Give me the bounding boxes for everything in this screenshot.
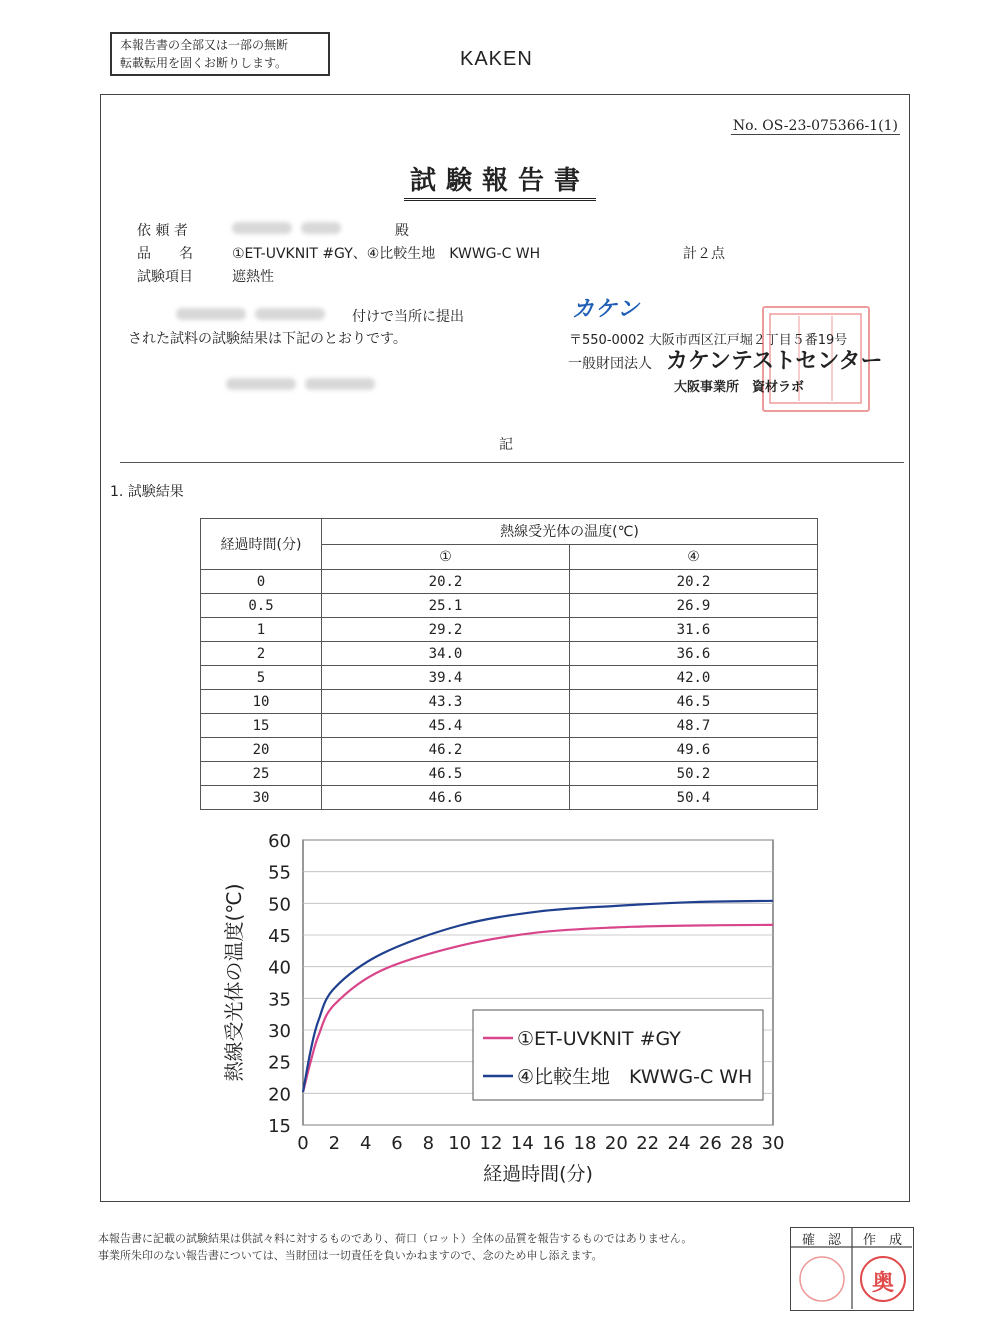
- footer-note: [98, 1230, 692, 1264]
- client-name-redacted: [232, 220, 341, 236]
- cell-time: 0: [201, 570, 322, 594]
- test-item-value: 遮熱性: [232, 269, 274, 285]
- cell-s1: 46.6: [322, 786, 570, 810]
- product-label: 品 名: [137, 246, 193, 262]
- y-tick-label: 55: [268, 862, 291, 884]
- y-tick-label: 15: [268, 1116, 291, 1137]
- cell-time: 25: [201, 762, 322, 786]
- table-row: [201, 666, 818, 690]
- y-tick-label: 20: [268, 1084, 291, 1106]
- creator-seal: 奥: [871, 1271, 894, 1296]
- x-tick-label: 18: [573, 1133, 597, 1154]
- results-table: [200, 518, 818, 810]
- cell-s1: 29.2: [322, 618, 570, 642]
- x-tick-label: 10: [448, 1133, 472, 1154]
- table-row: [201, 786, 818, 810]
- y-tick-label: 45: [268, 926, 291, 947]
- legend-label-1: ①ET-UVKNIT #GY: [517, 1028, 681, 1050]
- x-tick-label: 14: [510, 1133, 534, 1154]
- cell-s4: 50.2: [570, 762, 818, 786]
- create-label: 作 成: [862, 1233, 902, 1248]
- col-header-sample-1: ①: [322, 544, 570, 570]
- cell-s4: 42.0: [570, 666, 818, 690]
- table-row: [201, 690, 818, 714]
- col-header-temp: 熱線受光体の温度(℃): [322, 519, 818, 545]
- x-tick-label: 2: [328, 1133, 341, 1154]
- x-tick-label: 24: [667, 1133, 691, 1154]
- cell-s4: 46.5: [570, 690, 818, 714]
- client-label: 依 頼 者: [137, 223, 188, 239]
- section-divider: [120, 462, 904, 463]
- report-number: No. OS-23-075366-1(1): [732, 118, 898, 134]
- y-tick-label: 30: [268, 1021, 291, 1042]
- report-date-redacted: [226, 376, 375, 392]
- col-header-sample-4: ④: [570, 544, 818, 570]
- cell-s4: 50.4: [570, 786, 818, 810]
- cell-s1: 39.4: [322, 666, 570, 690]
- x-tick-label: 28: [730, 1133, 754, 1154]
- cell-s4: 31.6: [570, 618, 818, 642]
- cell-s4: 20.2: [570, 570, 818, 594]
- footer-note-line-2: 事業所朱印のない報告書については、当財団は一切責任を負いかねますので、念のため申し添えます。: [98, 1249, 603, 1262]
- x-tick-label: 4: [359, 1133, 372, 1154]
- cell-time: 1: [201, 618, 322, 642]
- cell-s1: 20.2: [322, 570, 570, 594]
- table-row: [201, 642, 818, 666]
- ki-mark: 記: [499, 437, 513, 453]
- x-tick-label: 20: [604, 1133, 628, 1154]
- submission-date-redacted: [176, 306, 325, 322]
- temperature-chart: [215, 825, 795, 1200]
- cell-s4: 26.9: [570, 594, 818, 618]
- x-tick-label: 6: [391, 1133, 403, 1154]
- y-tick-label: 60: [268, 831, 291, 852]
- cell-time: 20: [201, 738, 322, 762]
- cell-s1: 45.4: [322, 714, 570, 738]
- product-count: 計２点: [683, 246, 725, 262]
- issuer-office: 大阪事業所 資材ラボ: [674, 380, 805, 395]
- table-row: [201, 714, 818, 738]
- notice-line-1: 本報告書の全部又は一部の無断: [120, 38, 289, 52]
- cell-s4: 48.7: [570, 714, 818, 738]
- table-row: [201, 594, 818, 618]
- cell-time: 15: [201, 714, 322, 738]
- submission-line-1: 付けで当所に提出: [352, 309, 464, 325]
- cell-s4: 36.6: [570, 642, 818, 666]
- confirm-label: 確 認: [801, 1233, 841, 1248]
- issuer-org-type: 一般財団法人: [568, 356, 652, 372]
- product-value: ①ET-UVKNIT #GY、④比較生地 KWWG-C WH: [232, 246, 541, 262]
- y-tick-label: 25: [268, 1052, 291, 1074]
- x-axis-label: 経過時間(分): [483, 1163, 593, 1185]
- y-tick-label: 35: [268, 989, 291, 1011]
- cell-s1: 46.2: [322, 738, 570, 762]
- kaken-logo: カケン: [572, 297, 640, 322]
- table-row: [201, 570, 818, 594]
- y-tick-label: 40: [268, 957, 291, 979]
- report-title-text: 試験報告書: [404, 166, 596, 201]
- cell-s1: 43.3: [322, 690, 570, 714]
- cell-time: 5: [201, 666, 322, 690]
- table-row: [201, 738, 818, 762]
- section-title: 1. 試験結果: [110, 484, 184, 500]
- test-item-label: 試験項目: [137, 269, 193, 285]
- legend-label-2: ④比較生地 KWWG-C WH: [517, 1066, 753, 1088]
- client-suffix: 殿: [395, 223, 409, 239]
- cell-s4: 49.6: [570, 738, 818, 762]
- y-tick-label: 50: [268, 894, 291, 916]
- x-tick-label: 8: [422, 1133, 435, 1154]
- cell-time: 10: [201, 690, 322, 714]
- issuer-address: 〒550-0002 大阪市西区江戸堀２丁目５番19号: [569, 333, 848, 348]
- col-header-time: 経過時間(分): [201, 519, 322, 570]
- cell-time: 2: [201, 642, 322, 666]
- submission-line-2: された試料の試験結果は下記のとおりです。: [128, 331, 407, 347]
- x-tick-label: 26: [698, 1133, 722, 1154]
- issuer-org-name: カケンテストセンター: [666, 349, 883, 374]
- cell-s1: 25.1: [322, 594, 570, 618]
- table-row: [201, 762, 818, 786]
- x-tick-label: 16: [542, 1133, 566, 1154]
- brand-header: KAKEN: [460, 48, 533, 70]
- y-axis-label: 熱線受光体の温度(℃): [222, 883, 246, 1082]
- x-tick-label: 30: [761, 1133, 785, 1154]
- cell-time: 30: [201, 786, 322, 810]
- approval-box: [790, 1227, 914, 1311]
- report-title: [0, 160, 1000, 197]
- reproduction-notice: [110, 32, 330, 76]
- x-tick-label: 0: [297, 1133, 309, 1154]
- notice-line-2: 転載転用を固くお断りします。: [120, 56, 288, 70]
- cell-s1: 34.0: [322, 642, 570, 666]
- footer-note-line-1: 本報告書に記載の試験結果は供試々料に対するものであり、荷口（ロット）全体の品質を報告するものではありません。: [98, 1232, 693, 1245]
- cell-s1: 46.5: [322, 762, 570, 786]
- x-tick-label: 22: [636, 1133, 660, 1154]
- cell-time: 0.5: [201, 594, 322, 618]
- x-tick-label: 12: [479, 1133, 503, 1154]
- table-row: [201, 618, 818, 642]
